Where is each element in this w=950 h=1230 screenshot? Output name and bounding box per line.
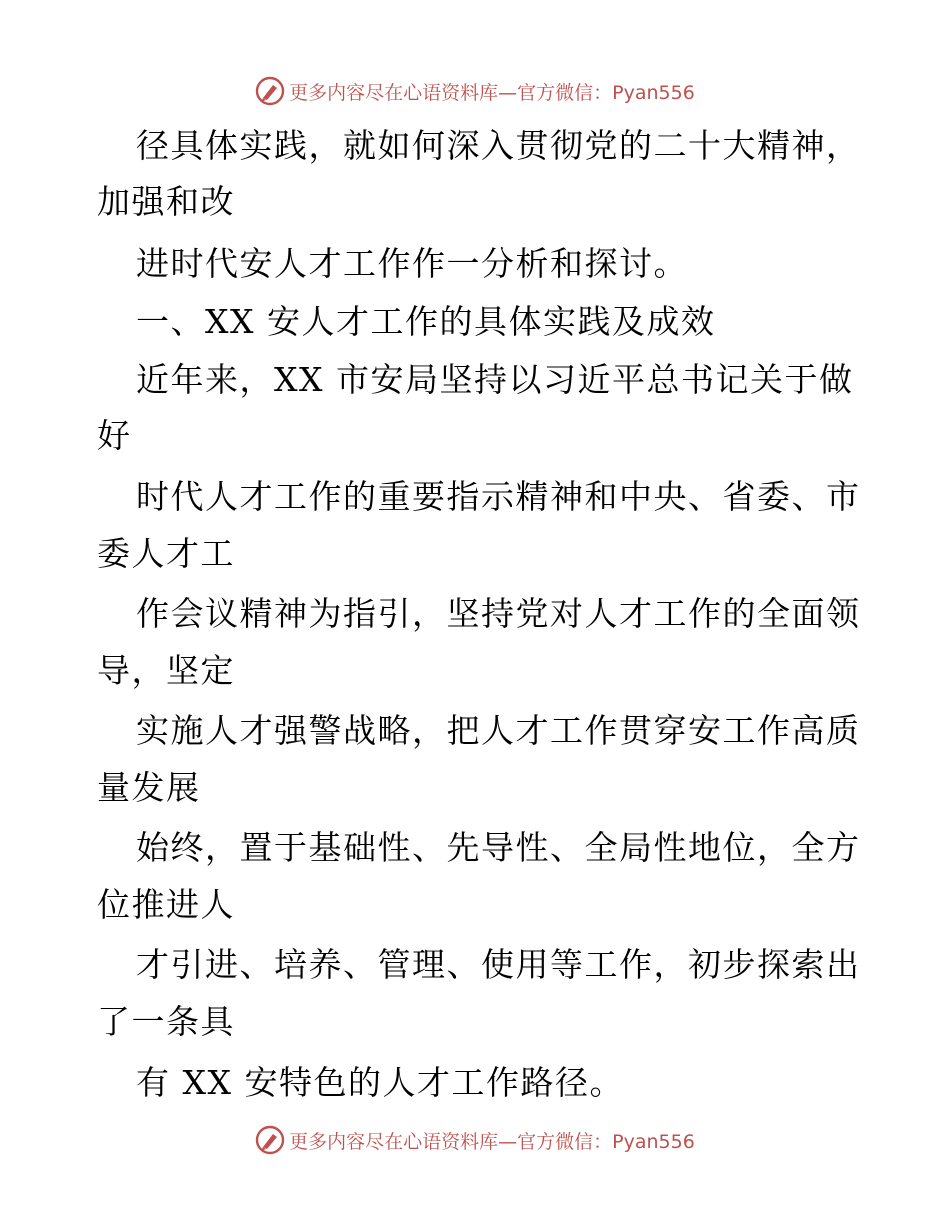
body-line: 加强和改 [97,182,235,221]
body-line: 有 XX 安特色的人才工作路径。 [136,1063,624,1102]
body-line: 位推进人 [97,885,235,924]
body-line: 了一条具 [97,1002,235,1041]
body-line: 委人才工 [97,534,235,573]
body-line: 好 [97,416,132,455]
body-line: 进时代安人才工作作一分析和探讨。 [136,244,688,283]
body-line: 时代人才工作的重要指示精神和中央、省委、市 [136,477,861,516]
body-line: 径具体实践，就如何深入贯彻党的二十大精神， [136,126,861,165]
body-line: 实施人才强警战略，把人才工作贯穿安工作高质 [136,711,861,750]
pen-logo-icon [255,1125,285,1155]
body-line: 量发展 [97,768,201,807]
section-heading: 一、XX 安人才工作的具体实践及成效 [136,302,716,341]
header-watermark [0,71,950,111]
watermark-text: 更多内容尽在心语资料库—官方微信：Pyan556 [289,1130,695,1153]
footer-watermark [0,1120,950,1160]
watermark-text: 更多内容尽在心语资料库—官方微信：Pyan556 [289,81,695,104]
body-line: 才引进、培养、管理、使用等工作，初步探索出 [136,945,861,984]
body-line: 始终，置于基础性、先导性、全局性地位，全方 [136,828,861,867]
pen-logo-icon [255,76,285,106]
body-line: 导，坚定 [97,651,235,690]
body-line: 近年来，XX 市安局坚持以习近平总书记关于做 [136,360,854,399]
body-line: 作会议精神为指引，坚持党对人才工作的全面领 [136,594,861,633]
